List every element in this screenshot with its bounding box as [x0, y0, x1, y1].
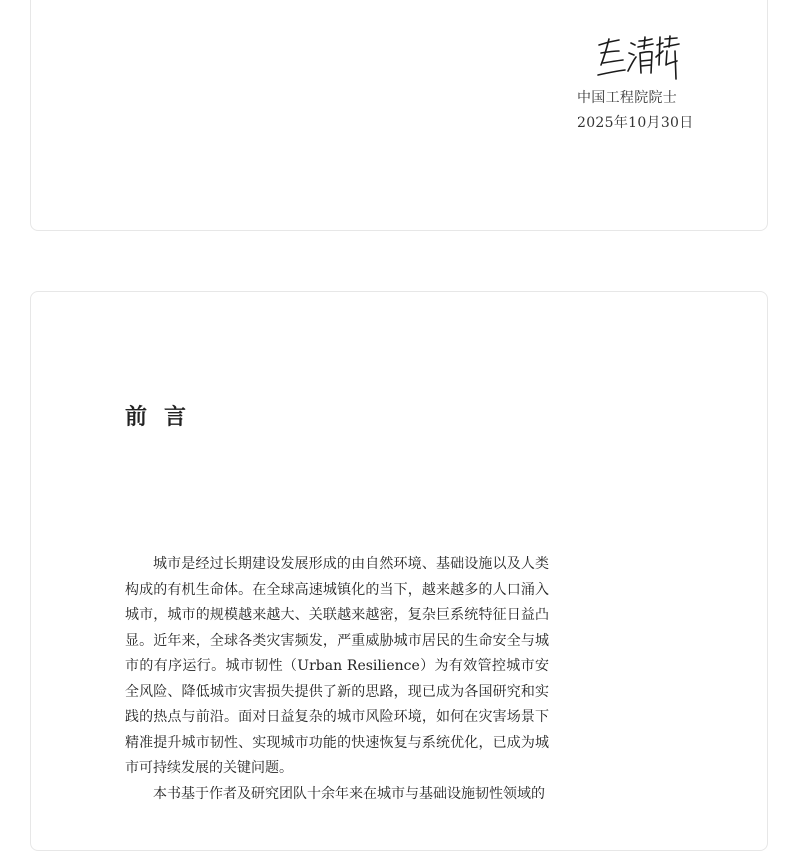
preface-body — [125, 552, 549, 807]
preface-date: 2025年10月30日 — [577, 115, 694, 131]
author-title: 中国工程院院士 — [577, 90, 678, 106]
author-signature — [595, 35, 681, 81]
preface-page — [30, 291, 768, 851]
paragraph: 城市是经过长期建设发展形成的由自然环境、基础设施以及人类构成的有机生命体。在全球高速城镇化的当下，越来越多的人口涌入城市，城市的规模越来越大、关联越来越密，复杂巨系统特征日益凸显。近年来，全球各类灾害频发，严重威胁城市居民的生命安全与城市的有序运行。城市韧性（Urban Resilience）为有效管控城市安全风险、降低城市灾害损失提供了新的思路，现已成为各国研究和实践的热点与前沿。面对日益复杂的城市风险环境，如何在灾害场景下精准提升城市韧性、实现城市功能的快速恢复与系统优化，已成为城市可持续发展的关键问题。 — [125, 556, 549, 776]
author-affiliation-block — [577, 86, 694, 136]
paragraph: 本书基于作者及研究团队十余年来在城市与基础设施韧性领域的 — [153, 785, 545, 802]
preface-page-top — [30, 0, 768, 231]
page-title: 前言 — [125, 405, 204, 430]
